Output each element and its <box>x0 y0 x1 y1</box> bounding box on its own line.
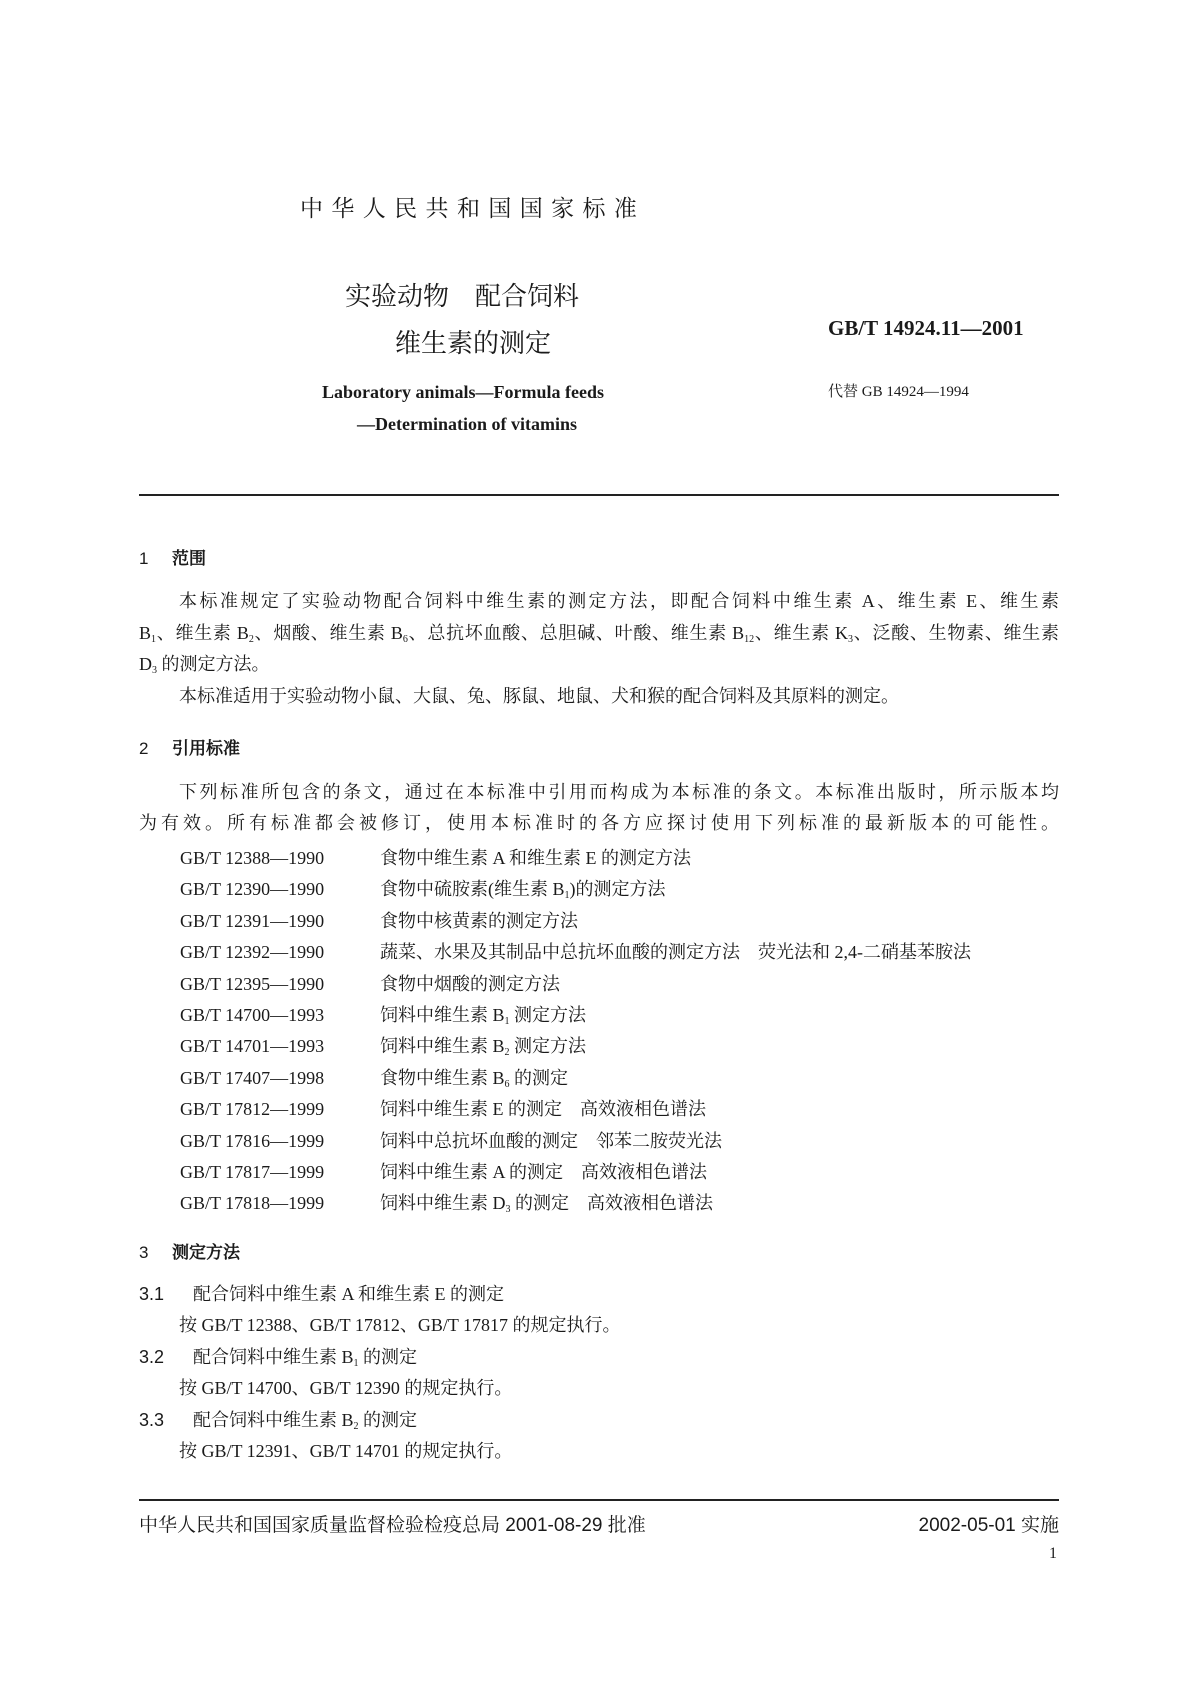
reference-item <box>180 907 578 933</box>
subscript: 6 <box>504 1078 510 1090</box>
text-segment: 的测定 高效液相色谱法 <box>510 1193 713 1214</box>
title-en-line-2: —Determination of vitamins <box>357 414 577 434</box>
subsection-title <box>193 1284 504 1304</box>
standard-code: GB/T 14924.11—2001 <box>828 316 1024 340</box>
subsection-title <box>193 1347 417 1367</box>
reference-code: GB/T 17817—1999 <box>180 1162 325 1182</box>
text-segment: 、泛酸、生物素、维生素 <box>853 623 1059 643</box>
text-segment: 饲料中维生素 D <box>380 1193 506 1214</box>
reference-title <box>380 879 666 902</box>
text-segment: B <box>139 623 152 643</box>
text-segment: 配合饲料中维生素 B <box>193 1346 354 1367</box>
text-segment: 食物中核黄素的测定方法 <box>380 910 578 931</box>
reference-item <box>180 1189 713 1215</box>
subscript: 1 <box>151 634 157 645</box>
reference-code: GB/T 14701—1993 <box>180 1036 325 1057</box>
text-segment: 测定方法 <box>509 1036 587 1057</box>
reference-code: GB/T 17812—1999 <box>180 1099 325 1120</box>
text-segment: 配合饲料中维生素 A 和维生素 E 的测定 <box>193 1284 504 1304</box>
reference-code: GB/T 12392—1990 <box>180 942 325 963</box>
subsection-body: 按 GB/T 12388、GB/T 17812、GB/T 17817 的规定执行。 <box>179 1315 621 1336</box>
text-segment: 、总抗坏血酸、总胆碱、叶酸、维生素 B <box>407 623 745 643</box>
effective-date: 2002-05-01 实施 <box>918 1515 1059 1536</box>
text-segment: 食物中维生素 B <box>380 1067 505 1088</box>
paragraph-line <box>139 591 1059 611</box>
reference-item <box>180 875 666 901</box>
text-segment: 的测定 <box>358 1346 418 1367</box>
text-segment: 、维生素 K <box>754 623 849 643</box>
reference-item <box>180 844 691 870</box>
text-segment: 的测定方法。 <box>157 654 270 674</box>
subscript: 2 <box>504 1047 510 1059</box>
text-segment: 的测定 <box>509 1067 569 1088</box>
section-3-heading <box>139 1238 240 1263</box>
page-number: 1 <box>1049 1545 1057 1562</box>
reference-code: GB/T 14700—1993 <box>180 1005 325 1025</box>
reference-title <box>380 911 578 931</box>
subsection-heading <box>139 1410 1059 1430</box>
reference-item <box>180 1095 706 1121</box>
reference-item <box>180 938 971 964</box>
reference-title <box>380 1005 586 1025</box>
title-cn-line-2: 维生素的测定 <box>395 328 552 358</box>
reference-title <box>380 974 560 994</box>
subscript: 3 <box>505 1204 511 1216</box>
text-segment: 饲料中维生素 B <box>380 1036 505 1057</box>
text-segment: 蔬菜、水果及其制品中总抗坏血酸的测定方法 荧光法和 2,4-二硝基苯胺法 <box>380 942 971 963</box>
section-number: 1 <box>139 549 149 568</box>
footer-rule <box>139 1499 1059 1501</box>
reference-title <box>380 1193 713 1216</box>
reference-title <box>380 942 971 962</box>
reference-code: GB/T 17818—1999 <box>180 1193 325 1214</box>
subscript: 2 <box>248 634 254 645</box>
text-segment: 饲料中维生素 E 的测定 高效液相色谱法 <box>380 1099 706 1120</box>
reference-code: GB/T 12395—1990 <box>180 973 325 994</box>
text-segment: 食物中维生素 A 和维生素 E 的测定方法 <box>380 848 691 868</box>
text-segment: 、烟酸、维生素 B <box>253 623 403 643</box>
section-title: 测定方法 <box>172 1243 240 1262</box>
reference-title <box>380 1068 568 1088</box>
subsection-number: 3.2 <box>139 1346 165 1367</box>
subsection-number: 3.1 <box>139 1284 165 1304</box>
section-number: 3 <box>139 1243 149 1262</box>
reference-code: GB/T 17407—1998 <box>180 1067 325 1088</box>
text-segment: 测定方法 <box>509 1005 587 1025</box>
reference-title <box>380 848 691 868</box>
reference-code: GB/T 12391—1990 <box>180 910 325 931</box>
reference-title <box>380 1162 707 1182</box>
section-title: 范围 <box>172 549 206 568</box>
paragraph-line <box>139 623 1059 643</box>
subsection-title <box>193 1410 417 1430</box>
approval-note: 中华人民共和国国家质量监督检验检疫总局 2001-08-29 批准 <box>139 1515 646 1536</box>
text-segment: 配合饲料中维生素 B <box>193 1409 354 1430</box>
text-segment: 下列标准所包含的条文，通过在本标准中引用而构成为本标准的条文。本标准出版时，所示版本均 <box>179 782 1059 802</box>
subsection-body: 按 GB/T 14700、GB/T 12390 的规定执行。 <box>179 1378 513 1399</box>
text-segment: 、维生素 B <box>156 623 249 643</box>
subscript: 2 <box>353 1420 359 1432</box>
text-segment: 为有效。所有标准都会被修订，使用本标准时的各方应探讨使用下列标准的最新版本的可能性。 <box>139 813 1059 834</box>
reference-title <box>380 1099 706 1119</box>
subsection-number: 3.3 <box>139 1409 165 1430</box>
reference-item <box>180 1001 586 1027</box>
title-cn-line-1: 实验动物 配合饲料 <box>345 281 580 311</box>
reference-title <box>380 1131 722 1151</box>
subscript: 6 <box>402 634 408 645</box>
subscript: 3 <box>152 665 157 676</box>
text-segment: D <box>139 654 152 674</box>
subsection-heading <box>139 1284 1059 1304</box>
subscript: 12 <box>744 634 755 645</box>
paragraph-line <box>139 813 1059 833</box>
national-standard-heading: 中 华 人 民 共 和 国 国 家 标 准 <box>300 195 638 221</box>
reference-code: GB/T 12388—1990 <box>180 848 325 868</box>
text-segment: 的测定 <box>358 1409 418 1430</box>
text-segment: 饲料中维生素 A 的测定 高效液相色谱法 <box>380 1162 708 1182</box>
replaces-note: 代替 GB 14924—1994 <box>828 384 969 400</box>
section-1-heading <box>139 544 206 569</box>
subscript: 1 <box>504 1016 510 1027</box>
reference-title <box>380 1036 587 1059</box>
subscript: 1 <box>353 1357 359 1369</box>
text-segment: 饲料中总抗坏血酸的测定 邻苯二胺荧光法 <box>380 1130 722 1151</box>
text-segment: )的测定方法 <box>569 879 666 900</box>
text-segment: 食物中硫胺素(维生素 B <box>380 879 565 900</box>
subsection-body: 按 GB/T 12391、GB/T 14701 的规定执行。 <box>179 1441 513 1461</box>
section-number: 2 <box>139 739 149 758</box>
paragraph-line <box>139 654 1059 674</box>
reference-item <box>180 1032 586 1058</box>
header-rule <box>139 494 1059 496</box>
paragraph-line <box>139 782 1059 802</box>
title-en-line-1: Laboratory animals—Formula feeds <box>322 382 604 402</box>
paragraph-line <box>139 686 1059 706</box>
text-segment: 本标准适用于实验动物小鼠、大鼠、兔、豚鼠、地鼠、犬和猴的配合饲料及其原料的测定。 <box>179 686 899 706</box>
subscript: 3 <box>848 634 854 645</box>
section-2-heading <box>139 734 240 759</box>
text-segment: 饲料中维生素 B <box>380 1005 505 1025</box>
reference-code: GB/T 17816—1999 <box>180 1130 325 1151</box>
section-title: 引用标准 <box>172 739 240 758</box>
reference-item <box>180 970 560 996</box>
reference-code: GB/T 12390—1990 <box>180 879 325 900</box>
reference-item <box>180 1127 722 1153</box>
subsection-heading <box>139 1347 1059 1367</box>
text-segment: 食物中烟酸的测定方法 <box>380 973 560 994</box>
text-segment: 本标准规定了实验动物配合饲料中维生素的测定方法，即配合饲料中维生素 A、维生素 E、维生素 <box>179 591 1059 611</box>
reference-item <box>180 1064 568 1090</box>
subscript: 1 <box>564 890 570 902</box>
reference-item <box>180 1158 707 1184</box>
